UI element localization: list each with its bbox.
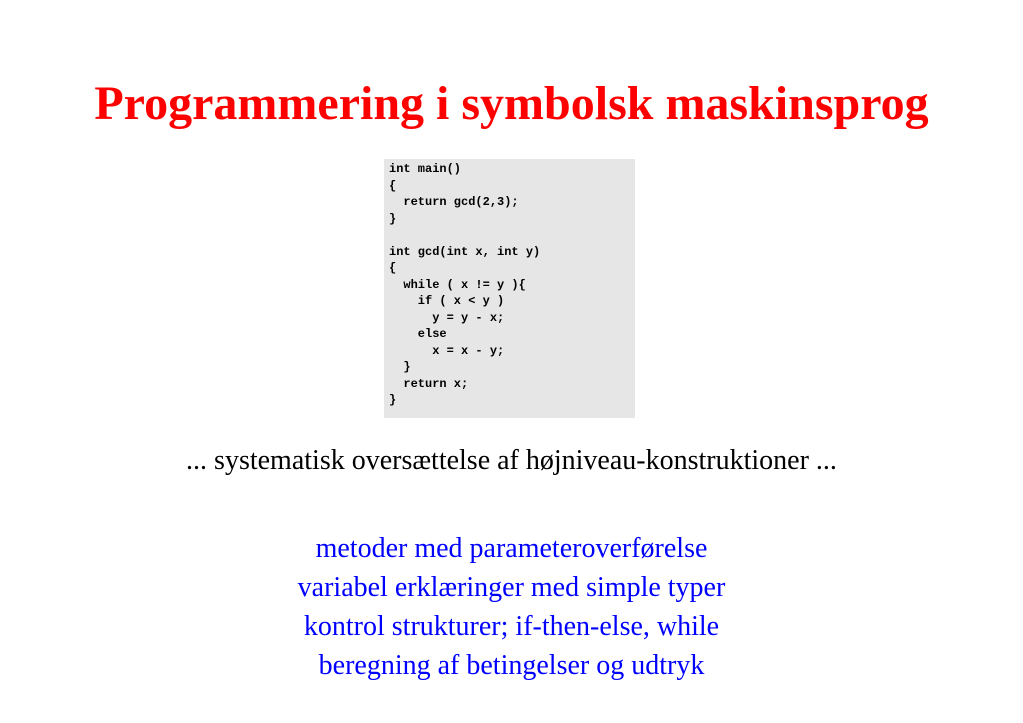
slide-subtitle: ... systematisk oversættelse af højniveau-konstruktioner ... — [186, 445, 837, 476]
topic-item: variabel erklæringer med simple typer — [297, 572, 726, 603]
code-listing: int main() { return gcd(2,3); } int gcd(int x, int y) { while ( x != y ){ if ( x < y ) y = y - x; else x = x - y; } return x; } — [389, 162, 541, 407]
topic-list — [0, 529, 1023, 685]
topic-item: beregning af betingelser og udtryk — [318, 650, 705, 681]
code-block — [384, 159, 635, 418]
slide-title: Programmering i symbolsk maskinsprog — [94, 77, 929, 130]
topic-item: kontrol strukturer; if-then-else, while — [303, 611, 720, 642]
topic-item: metoder med parameteroverførelse — [315, 533, 708, 564]
